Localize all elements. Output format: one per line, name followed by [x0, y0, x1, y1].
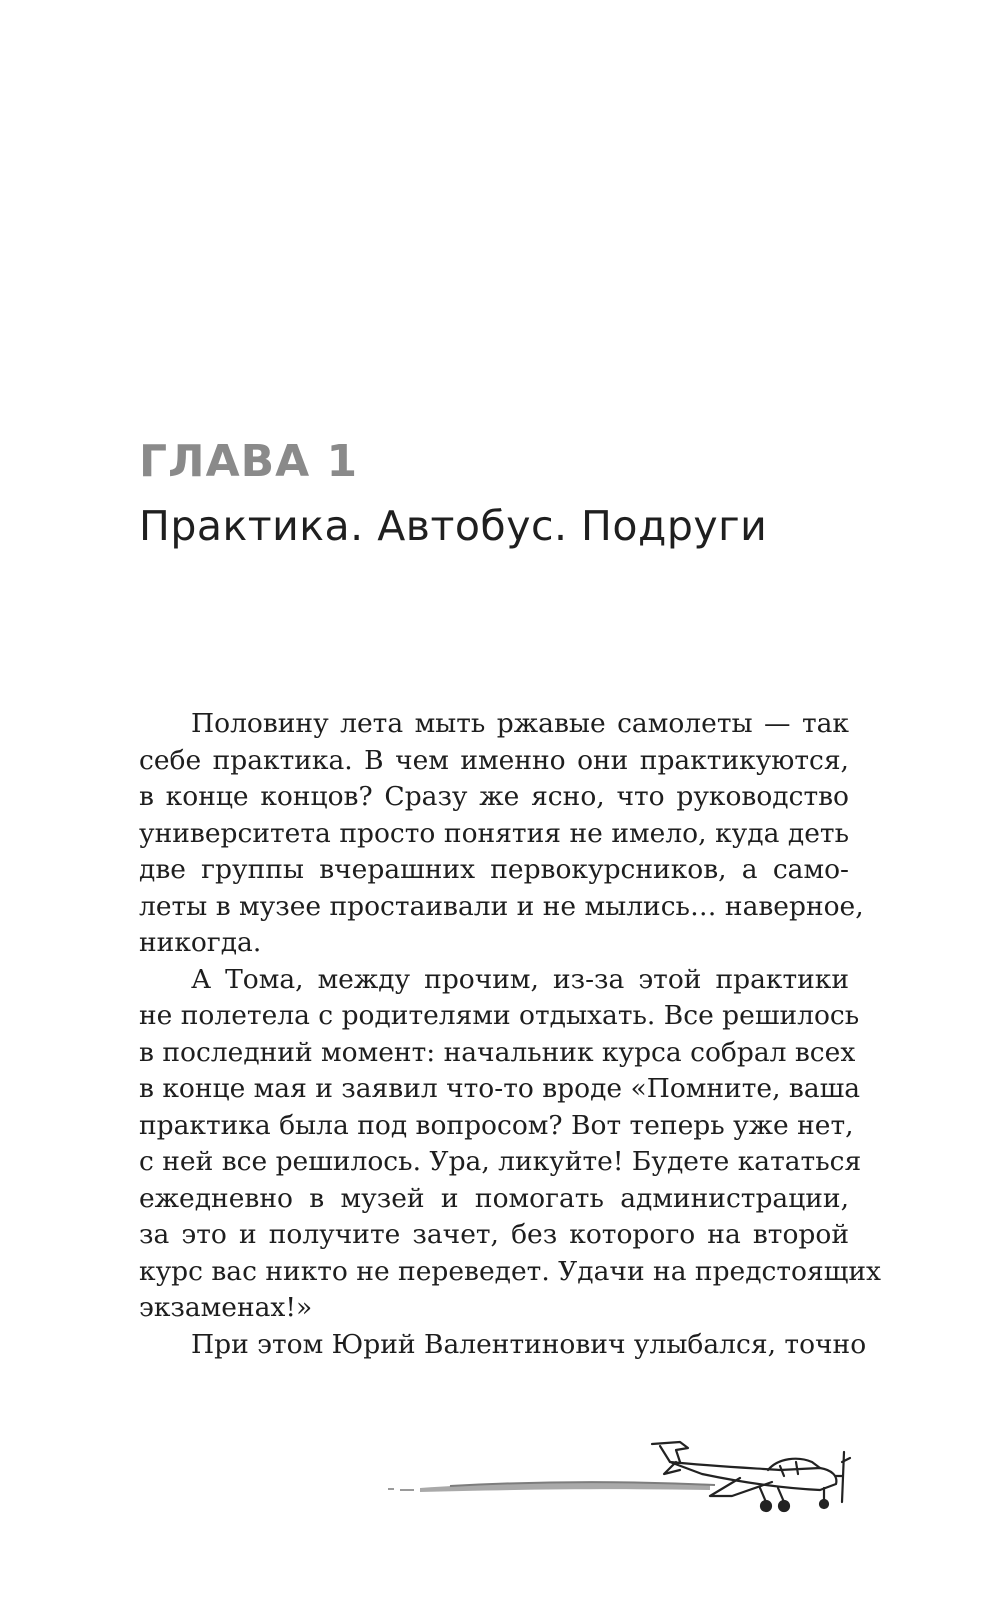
chapter-title: Практика. Автобус. Подруги — [139, 502, 768, 550]
text-line: курс вас никто не переведет. Удачи на предстоящих — [139, 1255, 881, 1287]
airplane-illustration — [380, 1432, 880, 1522]
text-line: в конце мая и заявил что-то вроде «Помните, ваша — [139, 1073, 861, 1104]
airplane-icon — [652, 1442, 850, 1511]
text-line: Половину лета мыть ржавые самолеты — так — [191, 708, 849, 739]
text-line: две группы вчерашних первокурсников, а само- — [139, 854, 849, 885]
text-line: практика была под вопросом? Вот теперь уже нет, — [139, 1109, 854, 1141]
text-line: никогда. — [139, 927, 262, 958]
text-line: с ней все решилось. Ура, ликуйте! Будете кататься — [139, 1146, 862, 1177]
text-line: экзаменах!» — [139, 1292, 313, 1323]
chapter-label: ГЛАВА 1 — [139, 436, 359, 487]
runway-brush-stroke — [388, 1482, 715, 1492]
text-line: леты в музее простаивали и не мылись… наверное, — [139, 890, 864, 922]
text-line: в последний момент: начальник курса собрал всех — [139, 1036, 856, 1068]
text-line: не полетела с родителями отдыхать. Все решилось — [139, 1000, 860, 1031]
text-line: за это и получите зачет, без которого на второй — [139, 1219, 849, 1250]
body-text — [139, 706, 881, 1363]
text-line: в конце концов? Сразу же ясно, что руководство — [139, 781, 849, 812]
text-line: ежедневно в музей и помогать администрации, — [139, 1182, 849, 1214]
text-line: себе практика. В чем именно они практикуются, — [139, 744, 849, 776]
text-line: университета просто понятия не имело, куда деть — [139, 817, 849, 849]
text-line: При этом Юрий Валентинович улыбался, точно — [191, 1328, 867, 1360]
text-line: А Тома, между прочим, из-за этой практики — [191, 963, 849, 995]
